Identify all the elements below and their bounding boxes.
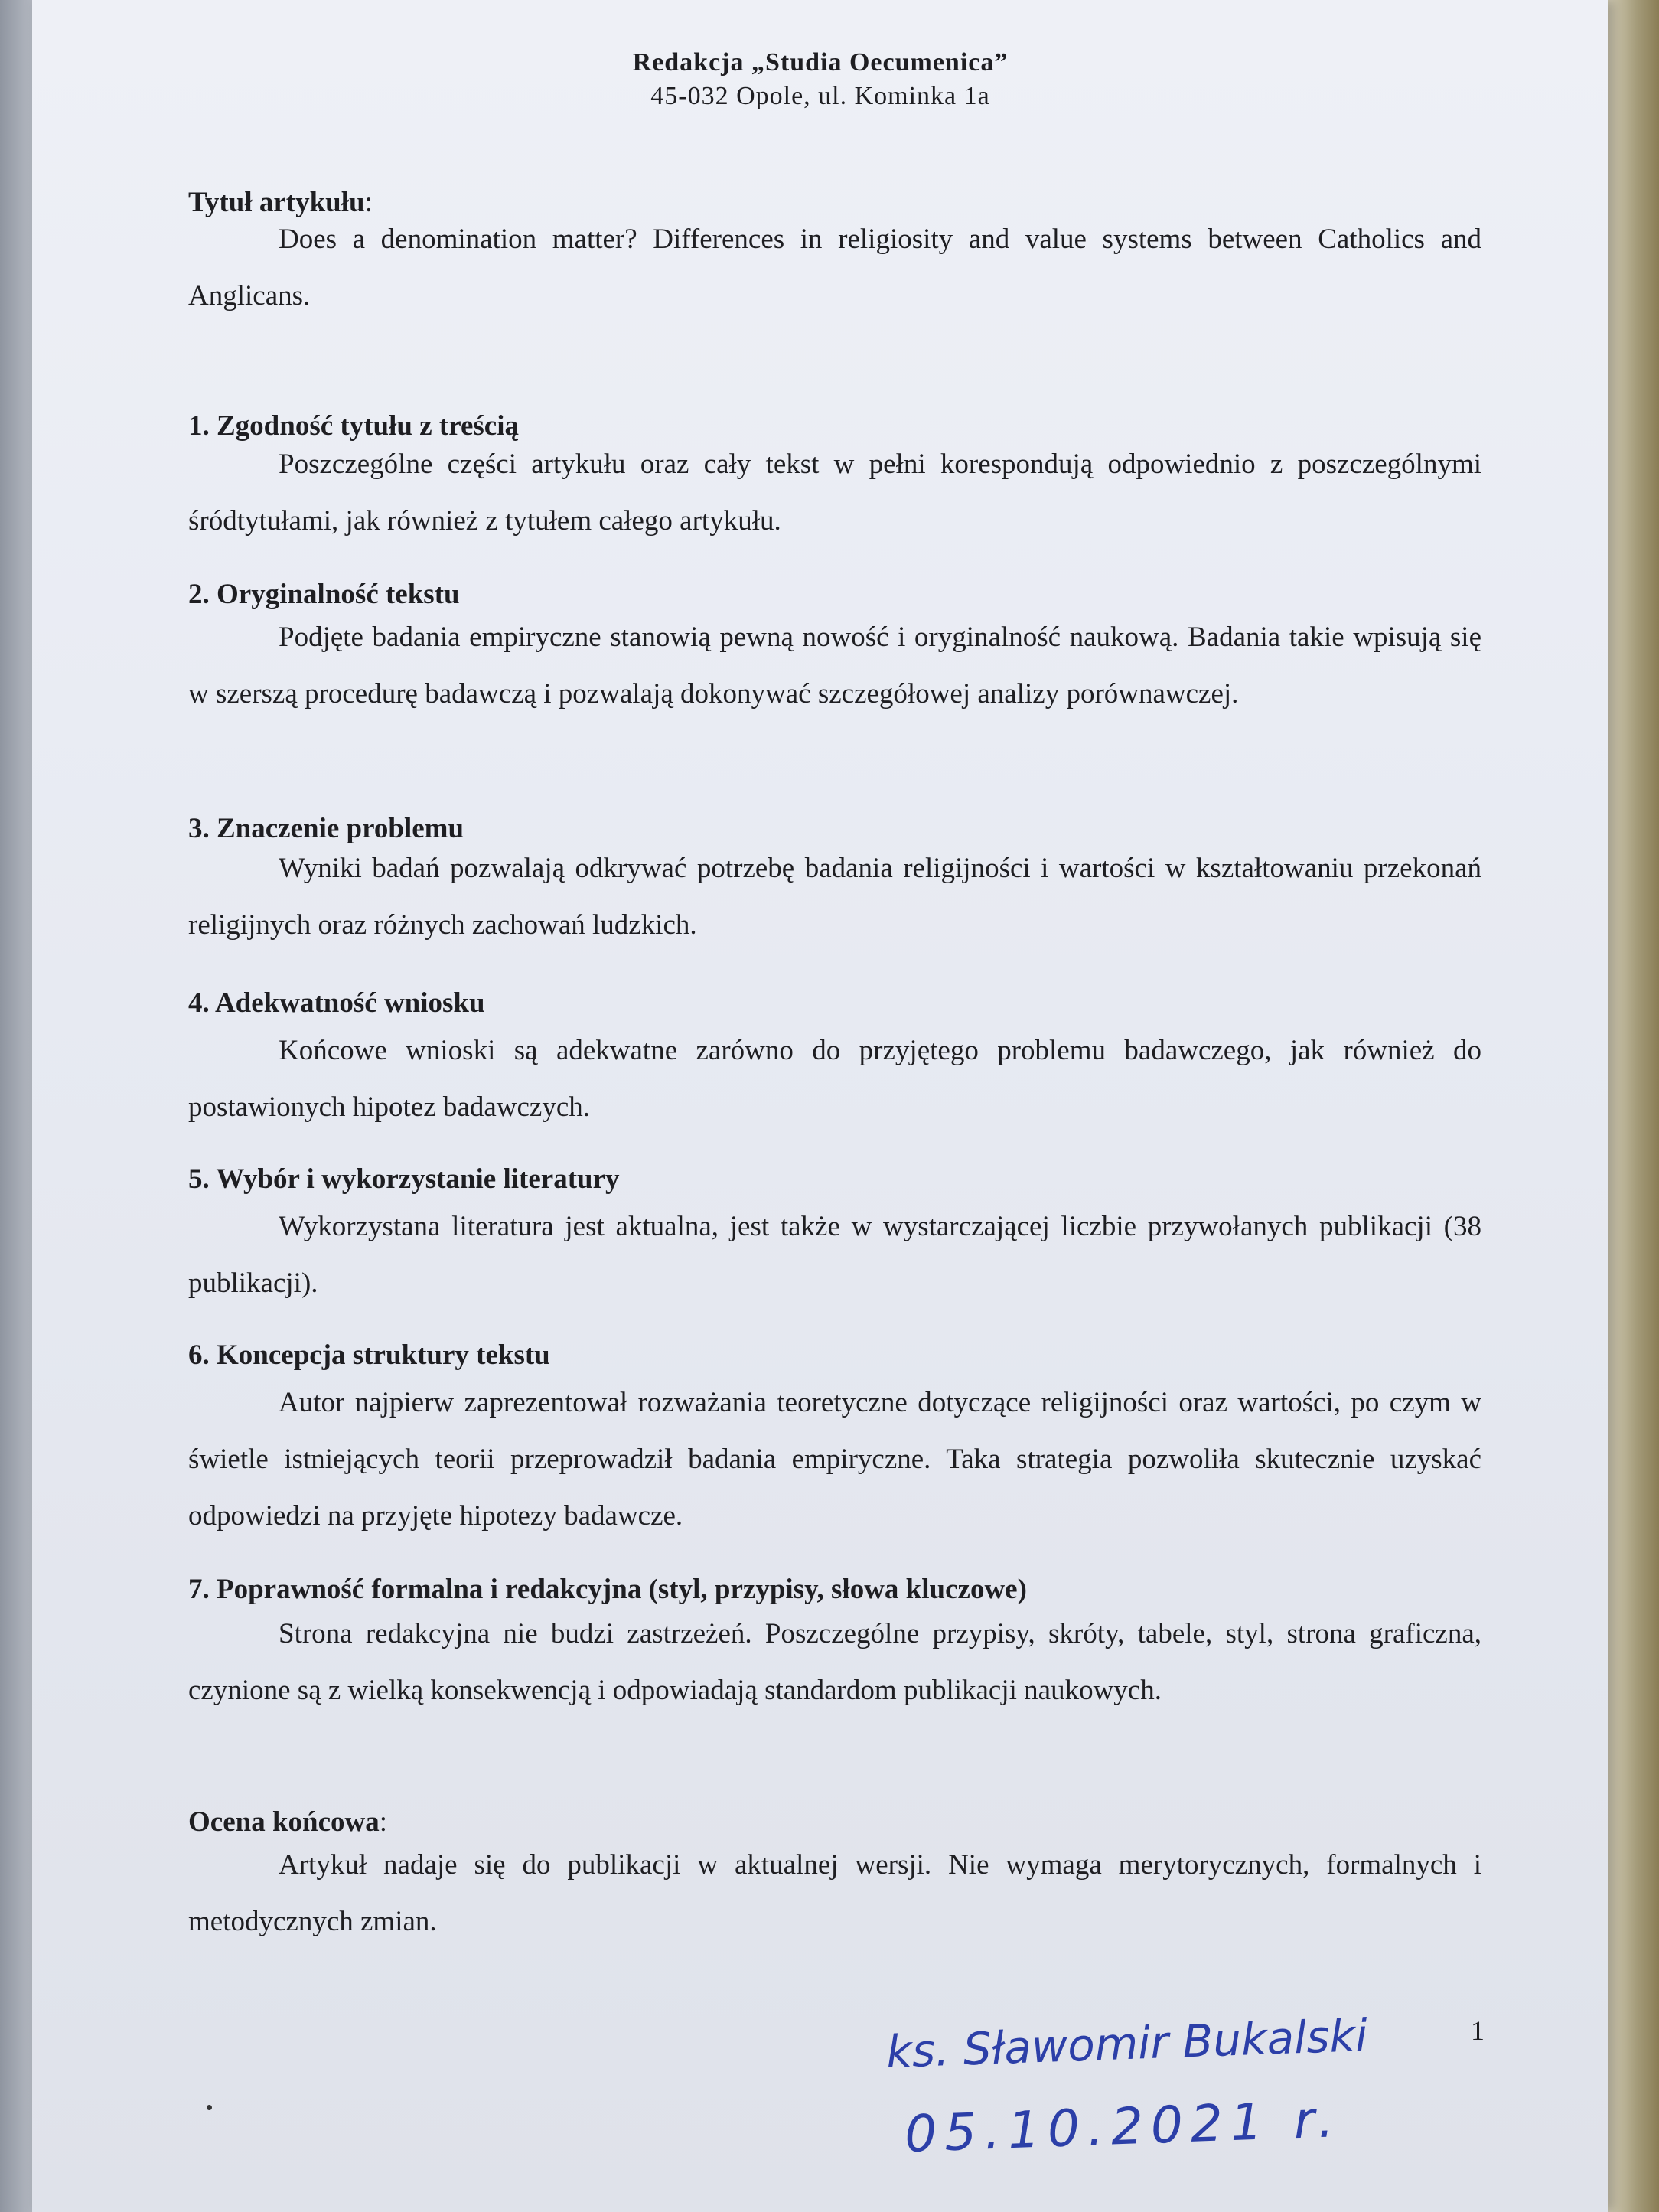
section-heading: 3. Znaczenie problemu: [188, 813, 464, 844]
section-heading: 2. Oryginalność tekstu: [188, 579, 460, 610]
section-text: Końcowe wnioski są adekwatne zarówno do przyjętego problemu badawczego, jak również do postawionych hipotez badawczych.: [188, 1035, 1481, 1123]
section-text: Wykorzystana literatura jest aktualna, jest także w wystarczającej liczbie przywołanych publikacji (38 publikacji).: [188, 1211, 1481, 1299]
section-heading: 6. Koncepcja struktury tekstu: [188, 1339, 550, 1371]
paper-speck: [207, 2105, 212, 2110]
section-heading: 4. Adekwatność wniosku: [188, 987, 485, 1019]
article-title-label-row: Tytuł artykułu:: [188, 187, 373, 218]
final-assessment-label: Ocena końcowa: [188, 1806, 380, 1838]
section-text: Podjęte badania empiryczne stanowią pewną nowość i oryginalność naukową. Badania takie wpisują się w szerszą procedurę badawczą i pozwalają dokonywać szczegółowej analizy porównawczej.: [188, 622, 1481, 710]
section-text: Wyniki badań pozwalają odkrywać potrzebę badania religijności i wartości w kształtowaniu przekonań religijnych oraz różnych zachowań ludzkich.: [188, 853, 1481, 941]
institution-address: 45-032 Opole, ul. Kominka 1a: [650, 82, 990, 110]
section-heading: 5. Wybór i wykorzystanie literatury: [188, 1163, 620, 1195]
section-text: Strona redakcyjna nie budzi zastrzeżeń. Poszczególne przypisy, skróty, tabele, styl, strona graficzna, czynione są z wielką konsekwencją i odpowiadają standardom publikacji naukowych.: [188, 1618, 1481, 1706]
page-number: 1: [1471, 2015, 1485, 2046]
institution-name: Redakcja „Studia Oecumenica”: [632, 48, 1009, 77]
review-document-sheet: [32, 0, 1608, 2212]
section-text: Autor najpierw zaprezentował rozważania teoretyczne dotyczące religijności oraz wartości, po czym w świetle istniejących teorii przeprowadził badania empiryczne. Taka strategia pozwoliła skutecznie uzyskać odpowiedzi na przyjęte hipotezy badawcze.: [188, 1387, 1481, 1532]
handwritten-signature-name: ks. Sławomir Bukalski: [885, 2009, 1369, 2078]
section-text: Poszczególne części artykułu oraz cały tekst w pełni korespondują odpowiednio z poszczególnymi śródtytułami, jak również z tytułem całego artykułu.: [188, 449, 1481, 537]
article-title-text: Does a denomination matter? Differences in religiosity and value systems between Catholics and Anglicans.: [188, 223, 1481, 312]
section-heading: 1. Zgodność tytułu z treścią: [188, 410, 520, 442]
final-assessment-text: Artykuł nadaje się do publikacji w aktualnej wersji. Nie wymaga merytorycznych, formalnych i metodycznych zmian.: [188, 1849, 1481, 1937]
desk-background-right: [1605, 0, 1659, 2212]
final-assessment-label-row: Ocena końcowa:: [188, 1806, 388, 1838]
section-heading: 7. Poprawność formalna i redakcyjna (styl, przypisy, słowa kluczowe): [188, 1574, 1027, 1605]
handwritten-signature-date: 05.10.2021 r.: [903, 2090, 1343, 2164]
article-title-label: Tytuł artykułu: [188, 187, 365, 218]
